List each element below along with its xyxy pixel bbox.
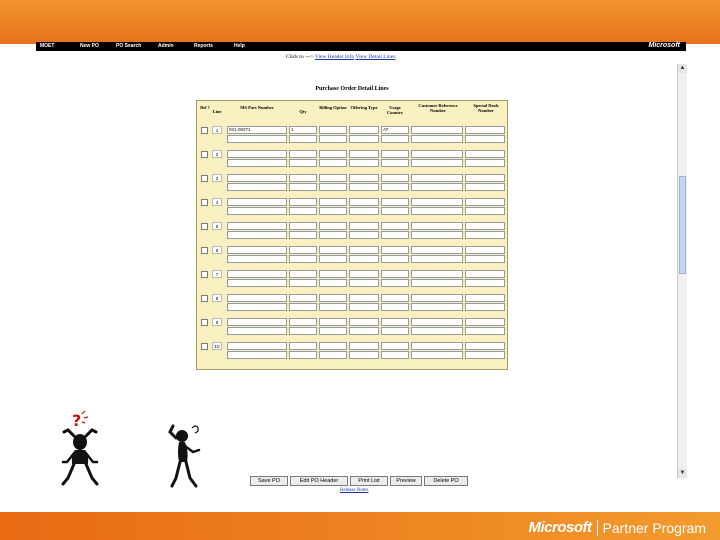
ms-part-number-input[interactable] [227, 222, 287, 230]
customer-ref-input[interactable] [411, 318, 463, 326]
view-detail-link[interactable]: View Detail Lines [355, 54, 396, 60]
save-po-button[interactable]: Save PO [250, 476, 288, 486]
usage-country-input[interactable] [381, 174, 409, 182]
usage-country-input-2[interactable] [381, 279, 409, 287]
qty-input[interactable]: 1 [289, 126, 317, 134]
col-header-del: Del ? [200, 105, 210, 110]
line-number: 5 [212, 222, 222, 230]
table-row [197, 289, 507, 311]
delete-checkbox[interactable] [201, 223, 208, 230]
billing-option-input[interactable] [319, 198, 347, 206]
special-deals-input-2[interactable] [465, 327, 505, 335]
ms-part-number-input-2[interactable] [227, 135, 287, 143]
table-row [197, 313, 507, 335]
customer-ref-input[interactable] [411, 126, 463, 134]
billing-option-input-2[interactable] [319, 279, 347, 287]
nav-moet[interactable]: MOET [40, 43, 55, 49]
usage-country-input[interactable] [381, 294, 409, 302]
billing-option-input-2[interactable] [319, 159, 347, 167]
special-deals-input[interactable] [465, 246, 505, 254]
svg-text:?: ? [72, 411, 82, 430]
line-number: 3 [212, 174, 222, 182]
billing-option-input[interactable] [319, 342, 347, 350]
offering-type-input[interactable] [349, 222, 379, 230]
ms-part-number-input[interactable] [227, 342, 287, 350]
customer-ref-input[interactable] [411, 174, 463, 182]
billing-option-input[interactable] [319, 294, 347, 302]
offering-type-input[interactable] [349, 342, 379, 350]
special-deals-input[interactable] [465, 318, 505, 326]
qty-input[interactable] [289, 174, 317, 182]
qty-input[interactable] [289, 246, 317, 254]
qty-input-2[interactable] [289, 135, 317, 143]
delete-checkbox[interactable] [201, 319, 208, 326]
special-deals-input[interactable] [465, 342, 505, 350]
customer-ref-input-2[interactable] [411, 159, 463, 167]
line-number: 1 [212, 126, 222, 134]
line-number: 8 [212, 294, 222, 302]
billing-option-input-2[interactable] [319, 303, 347, 311]
customer-ref-input[interactable] [411, 342, 463, 350]
usage-country-input-2[interactable] [381, 183, 409, 191]
qty-input-2[interactable] [289, 303, 317, 311]
special-deals-input[interactable] [465, 150, 505, 158]
billing-option-input[interactable] [319, 174, 347, 182]
ms-part-number-input[interactable] [227, 246, 287, 254]
delete-checkbox[interactable] [201, 127, 208, 134]
thinking-stick-figure-icon [166, 424, 206, 494]
usage-country-input[interactable] [381, 150, 409, 158]
qty-input[interactable] [289, 222, 317, 230]
special-deals-input-2[interactable] [465, 207, 505, 215]
footer-microsoft-logo: Microsoft [528, 519, 592, 536]
table-row [197, 121, 507, 143]
usage-country-input[interactable]: AT [381, 126, 409, 134]
ms-part-number-input-2[interactable] [227, 207, 287, 215]
billing-option-input[interactable] [319, 270, 347, 278]
offering-type-input[interactable] [349, 126, 379, 134]
line-number: 9 [212, 318, 222, 326]
ms-part-number-input[interactable] [227, 198, 287, 206]
qty-input-2[interactable] [289, 207, 317, 215]
line-number: 2 [212, 150, 222, 158]
special-deals-input[interactable] [465, 222, 505, 230]
offering-type-input-2[interactable] [349, 303, 379, 311]
special-deals-input[interactable] [465, 198, 505, 206]
customer-ref-input-2[interactable] [411, 327, 463, 335]
billing-option-input-2[interactable] [319, 135, 347, 143]
footer-brand [529, 519, 706, 536]
microsoft-logo: Microsoft [648, 42, 680, 49]
ms-part-number-input-2[interactable] [227, 303, 287, 311]
usage-country-input[interactable] [381, 342, 409, 350]
special-deals-input[interactable] [465, 270, 505, 278]
ms-part-number-input-2[interactable] [227, 327, 287, 335]
ms-part-number-input-2[interactable] [227, 255, 287, 263]
customer-ref-input-2[interactable] [411, 351, 463, 359]
ms-part-number-input-2[interactable] [227, 231, 287, 239]
qty-input-2[interactable] [289, 351, 317, 359]
usage-country-input[interactable] [381, 270, 409, 278]
top-orange-band [0, 0, 720, 44]
qty-input[interactable] [289, 270, 317, 278]
click-to-links [286, 54, 395, 60]
billing-option-input-2[interactable] [319, 183, 347, 191]
usage-country-input[interactable] [381, 222, 409, 230]
customer-ref-input-2[interactable] [411, 279, 463, 287]
ms-part-number-input-2[interactable] [227, 279, 287, 287]
offering-type-input[interactable] [349, 270, 379, 278]
col-header-billing: Billing Option [319, 105, 347, 110]
qty-input-2[interactable] [289, 183, 317, 191]
ms-part-number-input-2[interactable] [227, 351, 287, 359]
billing-option-input[interactable] [319, 318, 347, 326]
top-nav-bar [36, 42, 686, 51]
special-deals-input-2[interactable] [465, 183, 505, 191]
special-deals-input-2[interactable] [465, 279, 505, 287]
detail-lines-table [196, 100, 508, 370]
customer-ref-input[interactable] [411, 198, 463, 206]
app-screenshot [36, 42, 686, 493]
special-deals-input-2[interactable] [465, 135, 505, 143]
ms-part-number-input[interactable] [227, 174, 287, 182]
click-to-label: Click to ---> [286, 54, 314, 60]
customer-ref-input-2[interactable] [411, 255, 463, 263]
customer-ref-input[interactable] [411, 270, 463, 278]
usage-country-input-2[interactable] [381, 327, 409, 335]
print-list-button[interactable]: Print List [350, 476, 388, 486]
customer-ref-input-2[interactable] [411, 135, 463, 143]
line-number: 6 [212, 246, 222, 254]
customer-ref-input[interactable] [411, 150, 463, 158]
offering-type-input[interactable] [349, 246, 379, 254]
qty-input-2[interactable] [289, 279, 317, 287]
nav-help[interactable]: Help [234, 43, 245, 49]
nav-new-po[interactable]: New PO [80, 43, 99, 49]
nav-po-search[interactable]: PO Search [116, 43, 142, 49]
delete-checkbox[interactable] [201, 151, 208, 158]
ms-part-number-input[interactable]: 021-00271 [227, 126, 287, 134]
table-row [197, 193, 507, 215]
table-row [197, 241, 507, 263]
form-title: Purchase Order Detail Lines [315, 86, 389, 92]
special-deals-input-2[interactable] [465, 231, 505, 239]
ms-part-number-input[interactable] [227, 270, 287, 278]
vertical-scrollbar[interactable] [677, 64, 687, 478]
nav-reports[interactable]: Reports [194, 43, 213, 49]
col-header-line: Line [212, 109, 222, 114]
customer-ref-input[interactable] [411, 246, 463, 254]
offering-type-input-2[interactable] [349, 159, 379, 167]
col-header-qty: Qty [299, 109, 307, 114]
billing-option-input-2[interactable] [319, 255, 347, 263]
col-header-special: Special Deals Number [473, 103, 499, 113]
billing-option-input-2[interactable] [319, 231, 347, 239]
col-header-part: MS Part Number [240, 105, 274, 110]
table-row [197, 169, 507, 191]
offering-type-input-2[interactable] [349, 255, 379, 263]
ms-part-number-input[interactable] [227, 318, 287, 326]
delete-po-button[interactable]: Delete PO [424, 476, 468, 486]
qty-input-2[interactable] [289, 231, 317, 239]
billing-option-input[interactable] [319, 150, 347, 158]
offering-type-input-2[interactable] [349, 327, 379, 335]
customer-ref-input-2[interactable] [411, 183, 463, 191]
col-header-customer: Customer Reference Number [418, 103, 458, 113]
usage-country-input-2[interactable] [381, 135, 409, 143]
table-row [197, 217, 507, 239]
usage-country-input-2[interactable] [381, 351, 409, 359]
usage-country-input-2[interactable] [381, 255, 409, 263]
usage-country-input-2[interactable] [381, 303, 409, 311]
ms-part-number-input[interactable] [227, 294, 287, 302]
release-notes-link[interactable]: Release Notes [340, 488, 369, 493]
special-deals-input[interactable] [465, 126, 505, 134]
offering-type-input-2[interactable] [349, 351, 379, 359]
scroll-thumb[interactable] [679, 176, 686, 274]
billing-option-input-2[interactable] [319, 351, 347, 359]
confused-stick-figure-icon [60, 408, 106, 492]
ms-part-number-input-2[interactable] [227, 183, 287, 191]
qty-input[interactable] [289, 294, 317, 302]
offering-type-input[interactable] [349, 318, 379, 326]
edit-po-header-button[interactable]: Edit PO Header [290, 476, 348, 486]
usage-country-input-2[interactable] [381, 159, 409, 167]
line-number: 4 [212, 198, 222, 206]
special-deals-input[interactable] [465, 174, 505, 182]
qty-input-2[interactable] [289, 255, 317, 263]
offering-type-input[interactable] [349, 198, 379, 206]
customer-ref-input[interactable] [411, 294, 463, 302]
delete-checkbox[interactable] [201, 199, 208, 206]
special-deals-input-2[interactable] [465, 159, 505, 167]
view-header-link[interactable]: View Header Info [314, 54, 355, 60]
scroll-up-arrow-icon[interactable]: ▲ [679, 65, 686, 71]
billing-option-input-2[interactable] [319, 207, 347, 215]
offering-type-input[interactable] [349, 294, 379, 302]
qty-input[interactable] [289, 150, 317, 158]
offering-type-input[interactable] [349, 174, 379, 182]
billing-option-input[interactable] [319, 222, 347, 230]
billing-option-input[interactable] [319, 126, 347, 134]
special-deals-input[interactable] [465, 294, 505, 302]
delete-checkbox[interactable] [201, 247, 208, 254]
customer-ref-input-2[interactable] [411, 207, 463, 215]
delete-checkbox[interactable] [201, 271, 208, 278]
usage-country-input[interactable] [381, 198, 409, 206]
qty-input[interactable] [289, 198, 317, 206]
delete-checkbox[interactable] [201, 295, 208, 302]
customer-ref-input-2[interactable] [411, 303, 463, 311]
delete-checkbox[interactable] [201, 343, 208, 350]
billing-option-input-2[interactable] [319, 327, 347, 335]
nav-admin[interactable]: Admin [158, 43, 174, 49]
col-header-offering: Offering Type [350, 105, 378, 110]
special-deals-input-2[interactable] [465, 255, 505, 263]
special-deals-input-2[interactable] [465, 351, 505, 359]
preview-button[interactable]: Preview [390, 476, 422, 486]
billing-option-input[interactable] [319, 246, 347, 254]
table-row [197, 337, 507, 359]
offering-type-input-2[interactable] [349, 231, 379, 239]
usage-country-input[interactable] [381, 246, 409, 254]
table-row [197, 145, 507, 167]
table-row [197, 265, 507, 287]
footer-divider [597, 520, 598, 536]
offering-type-input-2[interactable] [349, 207, 379, 215]
usage-country-input[interactable] [381, 318, 409, 326]
qty-input[interactable] [289, 318, 317, 326]
delete-checkbox[interactable] [201, 175, 208, 182]
offering-type-input[interactable] [349, 150, 379, 158]
customer-ref-input[interactable] [411, 222, 463, 230]
offering-type-input-2[interactable] [349, 135, 379, 143]
col-header-usage: Usage Country [386, 105, 404, 115]
ms-part-number-input[interactable] [227, 150, 287, 158]
qty-input[interactable] [289, 342, 317, 350]
line-number: 10 [212, 342, 222, 350]
special-deals-input-2[interactable] [465, 303, 505, 311]
scroll-down-arrow-icon[interactable]: ▼ [679, 470, 686, 476]
offering-type-input-2[interactable] [349, 279, 379, 287]
ms-part-number-input-2[interactable] [227, 159, 287, 167]
qty-input-2[interactable] [289, 159, 317, 167]
usage-country-input-2[interactable] [381, 207, 409, 215]
usage-country-input-2[interactable] [381, 231, 409, 239]
qty-input-2[interactable] [289, 327, 317, 335]
offering-type-input-2[interactable] [349, 183, 379, 191]
customer-ref-input-2[interactable] [411, 231, 463, 239]
line-number: 7 [212, 270, 222, 278]
footer-program: Partner Program [602, 519, 706, 536]
